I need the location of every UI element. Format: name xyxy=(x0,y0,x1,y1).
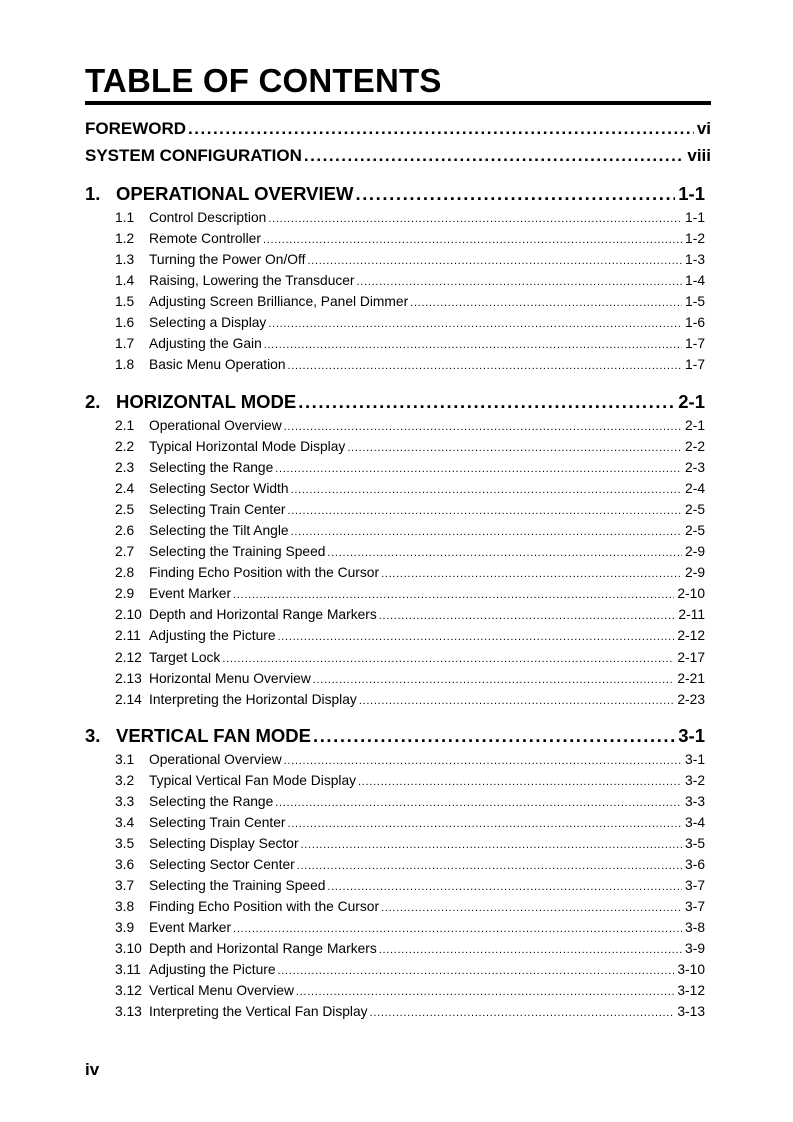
section-number: 2.14 xyxy=(115,692,142,707)
section-number: 2.4 xyxy=(115,481,135,496)
section-number: 3.4 xyxy=(115,815,135,830)
toc-entry-system-configuration[interactable] xyxy=(85,145,711,167)
toc-entry-label: FOREWORD xyxy=(85,119,187,138)
section-page: 2-11 xyxy=(678,607,705,622)
toc-section[interactable] xyxy=(115,292,705,312)
section-page: 3-7 xyxy=(685,899,705,914)
toc-section[interactable] xyxy=(115,1002,705,1022)
section-number: 2.1 xyxy=(115,418,135,433)
toc-section[interactable] xyxy=(115,626,705,646)
section-label: Basic Menu Operation xyxy=(149,357,286,372)
toc-section[interactable] xyxy=(115,669,705,689)
section-page: 2-9 xyxy=(685,565,705,580)
toc-section[interactable] xyxy=(115,250,705,270)
section-number: 3.9 xyxy=(115,920,135,935)
section-number: 3.11 xyxy=(115,962,141,977)
section-number: 3.3 xyxy=(115,794,135,809)
section-number: 3.2 xyxy=(115,773,135,788)
section-page: 2-5 xyxy=(685,523,705,538)
section-number: 2.7 xyxy=(115,544,135,559)
section-number: 1.1 xyxy=(115,210,135,225)
dot-leader xyxy=(296,981,674,1001)
section-label: Operational Overview xyxy=(149,418,282,433)
toc-section[interactable] xyxy=(115,229,705,249)
section-number: 3.5 xyxy=(115,836,135,851)
section-label: Adjusting the Picture xyxy=(149,962,276,977)
section-label: Interpreting the Vertical Fan Display xyxy=(149,1004,368,1019)
section-label: Selecting a Display xyxy=(149,315,267,330)
toc-section[interactable] xyxy=(115,313,705,333)
section-page: 2-2 xyxy=(685,439,705,454)
section-page: 1-2 xyxy=(685,231,705,246)
toc-section[interactable] xyxy=(115,771,705,791)
section-number: 3.12 xyxy=(115,983,142,998)
toc-section[interactable] xyxy=(115,521,705,541)
section-label: Adjusting the Gain xyxy=(149,336,262,351)
section-page: 3-12 xyxy=(677,983,705,998)
toc-section[interactable] xyxy=(115,458,705,478)
dot-leader xyxy=(304,145,684,167)
toc-section[interactable] xyxy=(115,981,705,1001)
chapter-number: 1. xyxy=(85,183,101,204)
chapter-label: OPERATIONAL OVERVIEW xyxy=(116,183,354,204)
toc-chapter-2[interactable] xyxy=(85,390,705,414)
section-number: 2.3 xyxy=(115,460,135,475)
dot-leader xyxy=(268,208,682,228)
section-page: 2-17 xyxy=(677,650,705,665)
dot-leader xyxy=(284,750,682,770)
toc-section[interactable] xyxy=(115,855,705,875)
dot-leader xyxy=(327,542,682,562)
section-page: 2-4 xyxy=(685,481,705,496)
toc-section[interactable] xyxy=(115,690,705,710)
dot-leader xyxy=(264,334,682,354)
dot-leader xyxy=(307,250,682,270)
section-label: Selecting Display Sector xyxy=(149,836,299,851)
section-page: 3-1 xyxy=(685,752,705,767)
toc-section[interactable] xyxy=(115,416,705,436)
section-number: 2.5 xyxy=(115,502,135,517)
toc-section[interactable] xyxy=(115,918,705,938)
section-page: 2-21 xyxy=(677,671,705,686)
toc-entry-page: vi xyxy=(696,119,711,138)
dot-leader xyxy=(268,313,682,333)
toc-section[interactable] xyxy=(115,876,705,896)
toc-entry-foreword[interactable] xyxy=(85,118,711,140)
dot-leader xyxy=(233,918,682,938)
section-page: 2-3 xyxy=(685,460,705,475)
section-label: Typical Horizontal Mode Display xyxy=(149,439,346,454)
section-page: 1-7 xyxy=(685,336,705,351)
section-number: 3.13 xyxy=(115,1004,142,1019)
section-page: 1-7 xyxy=(685,357,705,372)
page-title: TABLE OF CONTENTS xyxy=(85,62,442,99)
dot-leader xyxy=(347,437,682,457)
section-number: 3.6 xyxy=(115,857,135,872)
dot-leader xyxy=(381,897,682,917)
toc-section[interactable] xyxy=(115,584,705,604)
toc-section[interactable] xyxy=(115,605,705,625)
section-number: 1.2 xyxy=(115,231,135,246)
section-page: 2-23 xyxy=(677,692,705,707)
dot-leader xyxy=(370,1002,675,1022)
dot-leader xyxy=(222,648,674,668)
section-label: Turning the Power On/Off xyxy=(149,252,306,267)
chapter-page: 3-1 xyxy=(678,725,705,746)
toc-section[interactable] xyxy=(115,500,705,520)
dot-leader xyxy=(381,563,682,583)
section-label: Selecting the Tilt Angle xyxy=(149,523,289,538)
section-number: 1.4 xyxy=(115,273,135,288)
dot-leader xyxy=(263,229,682,249)
section-label: Operational Overview xyxy=(149,752,282,767)
section-label: Selecting Sector Center xyxy=(149,857,295,872)
section-label: Remote Controller xyxy=(149,231,261,246)
toc-entry-label: SYSTEM CONFIGURATION xyxy=(85,146,302,165)
toc-section[interactable] xyxy=(115,897,705,917)
chapter-page: 2-1 xyxy=(678,391,705,412)
dot-leader xyxy=(298,390,675,414)
section-number: 1.5 xyxy=(115,294,135,309)
section-number: 1.8 xyxy=(115,357,135,372)
dot-leader xyxy=(288,355,683,375)
section-page: 2-9 xyxy=(685,544,705,559)
section-number: 2.9 xyxy=(115,586,135,601)
section-number: 1.3 xyxy=(115,252,135,267)
section-page: 3-6 xyxy=(685,857,705,872)
section-page: 1-4 xyxy=(685,273,705,288)
dot-leader xyxy=(301,834,683,854)
dot-leader xyxy=(358,771,682,791)
toc-section[interactable] xyxy=(115,208,705,228)
dot-leader xyxy=(379,939,682,959)
dot-leader xyxy=(359,690,675,710)
toc-section[interactable] xyxy=(115,792,705,812)
section-label: Selecting Sector Width xyxy=(149,481,289,496)
dot-leader xyxy=(278,626,675,646)
section-label: Horizontal Menu Overview xyxy=(149,671,311,686)
section-page: 2-5 xyxy=(685,502,705,517)
toc-section[interactable] xyxy=(115,750,705,770)
dot-leader xyxy=(188,118,694,140)
section-label: Target Lock xyxy=(149,650,221,665)
section-number: 2.11 xyxy=(115,628,141,643)
section-page: 3-2 xyxy=(685,773,705,788)
section-number: 2.13 xyxy=(115,671,142,686)
section-page: 3-5 xyxy=(685,836,705,851)
section-number: 1.6 xyxy=(115,315,135,330)
chapter-label: VERTICAL FAN MODE xyxy=(116,725,311,746)
dot-leader xyxy=(278,960,675,980)
toc-section[interactable] xyxy=(115,542,705,562)
section-number: 3.8 xyxy=(115,899,135,914)
section-page: 3-8 xyxy=(685,920,705,935)
dot-leader xyxy=(284,416,682,436)
section-label: Depth and Horizontal Range Markers xyxy=(149,941,377,956)
section-number: 2.8 xyxy=(115,565,135,580)
section-label: Control Description xyxy=(149,210,267,225)
section-label: Selecting Train Center xyxy=(149,815,286,830)
dot-leader xyxy=(313,724,675,748)
toc-section[interactable] xyxy=(115,939,705,959)
chapter-number: 2. xyxy=(85,391,101,412)
chapter-number: 3. xyxy=(85,725,101,746)
section-page: 2-10 xyxy=(677,586,705,601)
toc-chapter-3[interactable] xyxy=(85,724,705,748)
toc-section[interactable] xyxy=(115,334,705,354)
section-label: Adjusting Screen Brilliance, Panel Dimmer xyxy=(149,294,409,309)
dot-leader xyxy=(288,813,683,833)
section-label: Typical Vertical Fan Mode Display xyxy=(149,773,357,788)
section-page: 3-10 xyxy=(677,962,705,977)
dot-leader xyxy=(291,479,682,499)
dot-leader xyxy=(410,292,682,312)
toc-chapter-1[interactable] xyxy=(85,182,705,206)
toc-section[interactable] xyxy=(115,648,705,668)
section-page: 1-5 xyxy=(685,294,705,309)
section-label: Selecting the Training Speed xyxy=(149,544,326,559)
section-label: Event Marker xyxy=(149,920,232,935)
section-page: 1-1 xyxy=(685,210,705,225)
page-number: iv xyxy=(85,1060,100,1079)
toc-section[interactable] xyxy=(115,437,705,457)
section-page: 3-13 xyxy=(677,1004,705,1019)
section-page: 3-7 xyxy=(685,878,705,893)
section-label: Event Marker xyxy=(149,586,232,601)
toc-section[interactable] xyxy=(115,271,705,291)
dot-leader xyxy=(379,605,676,625)
section-number: 2.12 xyxy=(115,650,142,665)
section-page: 1-3 xyxy=(685,252,705,267)
section-label: Adjusting the Picture xyxy=(149,628,276,643)
section-label: Selecting the Range xyxy=(149,460,274,475)
section-label: Finding Echo Position with the Cursor xyxy=(149,565,380,580)
section-label: Selecting Train Center xyxy=(149,502,286,517)
dot-leader xyxy=(275,458,682,478)
section-number: 3.7 xyxy=(115,878,135,893)
section-number: 1.7 xyxy=(115,336,135,351)
toc-section[interactable] xyxy=(115,834,705,854)
dot-leader xyxy=(288,500,683,520)
section-number: 2.10 xyxy=(115,607,142,622)
chapter-page: 1-1 xyxy=(678,183,705,204)
dot-leader xyxy=(297,855,682,875)
dot-leader xyxy=(355,182,675,206)
section-page: 2-1 xyxy=(685,418,705,433)
toc-section[interactable] xyxy=(115,479,705,499)
toc-section[interactable] xyxy=(115,813,705,833)
section-page: 2-12 xyxy=(677,628,705,643)
dot-leader xyxy=(313,669,675,689)
section-page: 3-3 xyxy=(685,794,705,809)
dot-leader xyxy=(233,584,674,604)
section-page: 3-9 xyxy=(685,941,705,956)
section-page: 1-6 xyxy=(685,315,705,330)
chapter-label: HORIZONTAL MODE xyxy=(116,391,297,412)
section-label: Vertical Menu Overview xyxy=(149,983,294,998)
section-number: 2.2 xyxy=(115,439,135,454)
section-label: Selecting the Training Speed xyxy=(149,878,326,893)
toc-section[interactable] xyxy=(115,960,705,980)
toc-section[interactable] xyxy=(115,355,705,375)
dot-leader xyxy=(291,521,682,541)
section-label: Interpreting the Horizontal Display xyxy=(149,692,357,707)
section-number: 2.6 xyxy=(115,523,135,538)
toc-entry-page: viii xyxy=(687,146,711,165)
section-label: Finding Echo Position with the Cursor xyxy=(149,899,380,914)
section-page: 3-4 xyxy=(685,815,705,830)
dot-leader xyxy=(357,271,683,291)
toc-section[interactable] xyxy=(115,563,705,583)
section-number: 3.1 xyxy=(115,752,135,767)
section-number: 3.10 xyxy=(115,941,142,956)
section-label: Depth and Horizontal Range Markers xyxy=(149,607,377,622)
dot-leader xyxy=(327,876,682,896)
title-underline xyxy=(85,101,711,105)
section-label: Raising, Lowering the Transducer xyxy=(149,273,355,288)
dot-leader xyxy=(275,792,682,812)
section-label: Selecting the Range xyxy=(149,794,274,809)
